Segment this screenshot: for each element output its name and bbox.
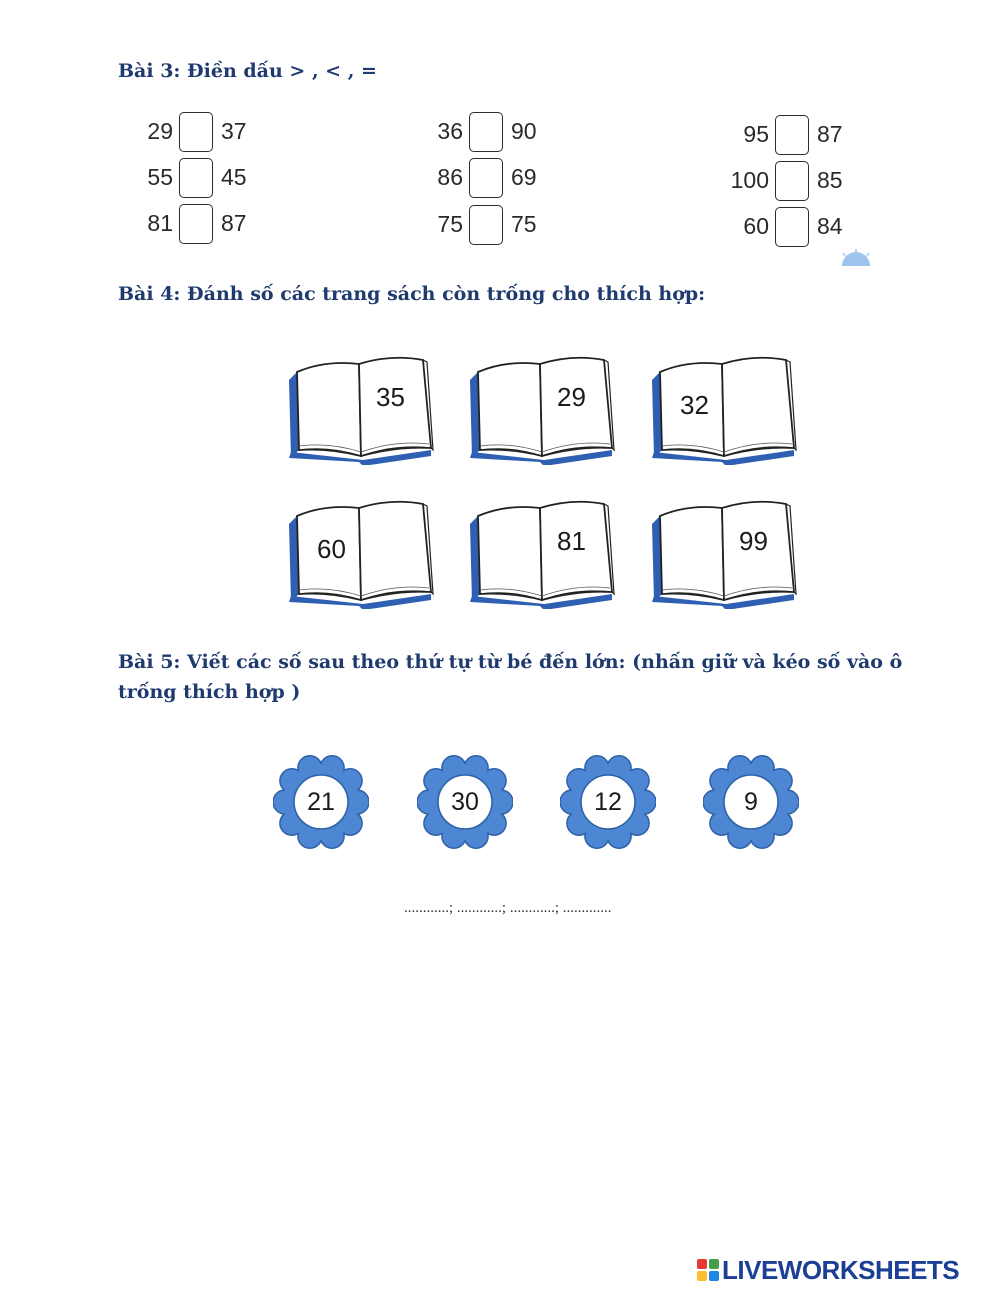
compare-right-number: 87 [817, 121, 843, 147]
compare-left-number: 75 [437, 211, 463, 237]
book [466, 350, 616, 465]
compare-right-number: 69 [511, 164, 537, 190]
compare-left-number: 100 [730, 167, 769, 193]
flower-number: 30 [451, 787, 479, 816]
number-flower[interactable] [703, 754, 799, 850]
answer-box[interactable] [775, 161, 809, 201]
answer-box[interactable] [775, 115, 809, 155]
logo-mark-icon [697, 1259, 719, 1281]
book [648, 494, 798, 609]
compare-left-number: 86 [437, 164, 463, 190]
compare-right-number: 37 [221, 118, 247, 144]
blank-page[interactable] [367, 522, 423, 582]
answer-box[interactable] [775, 207, 809, 247]
blank-page[interactable] [730, 378, 786, 438]
number-flower[interactable] [417, 754, 513, 850]
bai5-heading-line1: Bài 5: Viết các số sau theo thứ tự từ bé đến lớn: (nhấn giữ và kéo số vào ô [118, 651, 903, 673]
blank-page[interactable] [484, 522, 540, 582]
page-number: 32 [680, 390, 709, 420]
compare-left-number: 29 [147, 118, 173, 144]
answer-box[interactable] [179, 112, 213, 152]
flower-number: 12 [594, 787, 622, 816]
blank-page[interactable] [666, 522, 722, 582]
book [285, 350, 435, 465]
compare-left-number: 60 [743, 213, 769, 239]
compare-left-number: 81 [147, 210, 173, 236]
answer-box[interactable] [469, 205, 503, 245]
compare-right-number: 87 [221, 210, 247, 236]
flower-number: 9 [744, 787, 758, 816]
bai3-heading: Bài 3: Điền dấu > , < , = [118, 60, 377, 82]
bai4-heading: Bài 4: Đánh số các trang sách còn trống cho thích hợp: [118, 283, 706, 305]
page-number: 29 [557, 382, 586, 412]
page-number: 60 [317, 534, 346, 564]
compare-right-number: 85 [817, 167, 843, 193]
logo-text: LIVEWORKSHEETS [722, 1254, 960, 1285]
compare-right-number: 45 [221, 164, 247, 190]
compare-left-number: 95 [743, 121, 769, 147]
answer-box[interactable] [179, 204, 213, 244]
compare-left-number: 36 [437, 118, 463, 144]
page-number: 81 [557, 526, 586, 556]
sun-decoration-icon [836, 248, 876, 266]
book [285, 494, 435, 609]
compare-right-number: 84 [817, 213, 843, 239]
number-flower[interactable] [560, 754, 656, 850]
blank-page[interactable] [303, 378, 359, 438]
bai5-heading-line2: trống thích hợp ) [118, 681, 301, 703]
answer-box[interactable] [179, 158, 213, 198]
answer-box[interactable] [469, 158, 503, 198]
book [648, 350, 798, 465]
page-number: 99 [739, 526, 768, 556]
answer-box[interactable] [469, 112, 503, 152]
number-flower[interactable] [273, 754, 369, 850]
liveworksheets-logo [697, 1253, 959, 1287]
compare-right-number: 90 [511, 118, 537, 144]
compare-left-number: 55 [147, 164, 173, 190]
book [466, 494, 616, 609]
page-number: 35 [376, 382, 405, 412]
flower-number: 21 [307, 787, 335, 816]
answer-line[interactable]: ............; ............; ............; ............. [404, 900, 612, 916]
compare-right-number: 75 [511, 211, 537, 237]
blank-page[interactable] [484, 378, 540, 438]
